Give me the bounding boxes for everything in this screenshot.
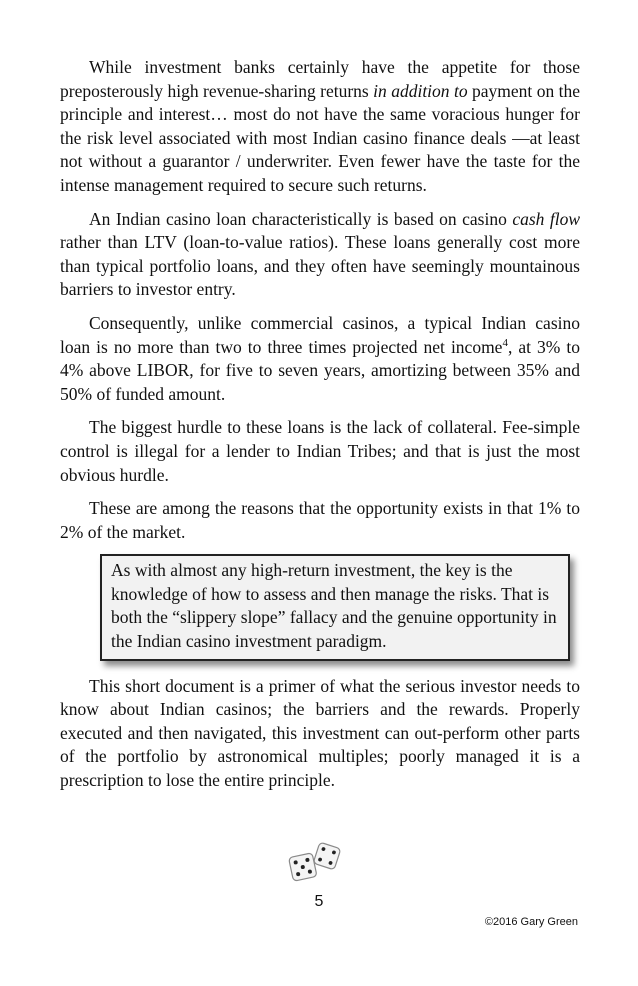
paragraph-cash-flow: An Indian casino loan characteristically is based on casino cash flow rather than LTV (loan-to-value ratios). These loans generally cost more than typical portfolio loans, and they often have seemingly mountainous barriers to investor entry.: [60, 208, 580, 300]
copyright-notice: ©2016 Gary Green: [484, 916, 578, 928]
callout-text: As with almost any high-return investment, the key is the knowledge of how to assess and then manage the risks. That is both the “slippery slope” fallacy and the genuine opportunity in the Indian casino investment paradigm.: [111, 560, 557, 652]
paragraph-investment-banks: While investment banks certainly have the appetite for those preposterously high revenue-sharing returns in addition to payment on the principle and interest… most do not have the same voracious hunger for the risk level associated with most Indian casino finance deals —at least not without a guarantor / underwriter. Even fewer have the taste for the intense management required to secure such returns.: [60, 57, 581, 195]
paragraph-loan-terms: Consequently, unlike commercial casinos, a typical Indian casino loan is no more than two to three times projected net income$^4$, at 3% to 4% above LIBOR, for five to seven years, amortizing between 35% and 50% of funded amount.: [60, 312, 580, 404]
page-number: 5: [314, 893, 324, 910]
paragraph-opportunity: These are among the reasons that the opportunity exists in that 1% to 2% of the market.: [60, 498, 580, 542]
dice-icon: [286, 840, 344, 886]
paragraph-primer: This short document is a primer of what the serious investor needs to know about Indian casinos; the barriers and the rewards. Properly executed and then navigated, this investment can out-perform other parts of the portfolio by astronomical multiples; poorly managed it is a prescription to lose the entire principle.: [60, 675, 580, 791]
footnote-reference[interactable]: 4: [502, 336, 508, 349]
paragraph-collateral: The biggest hurdle to these loans is the lack of collateral. Fee-simple control is illegal for a lender to Indian Tribes; and that is just the most obvious hurdle.: [60, 417, 580, 485]
page-body: [60, 56, 580, 803]
callout-box: [100, 554, 570, 660]
